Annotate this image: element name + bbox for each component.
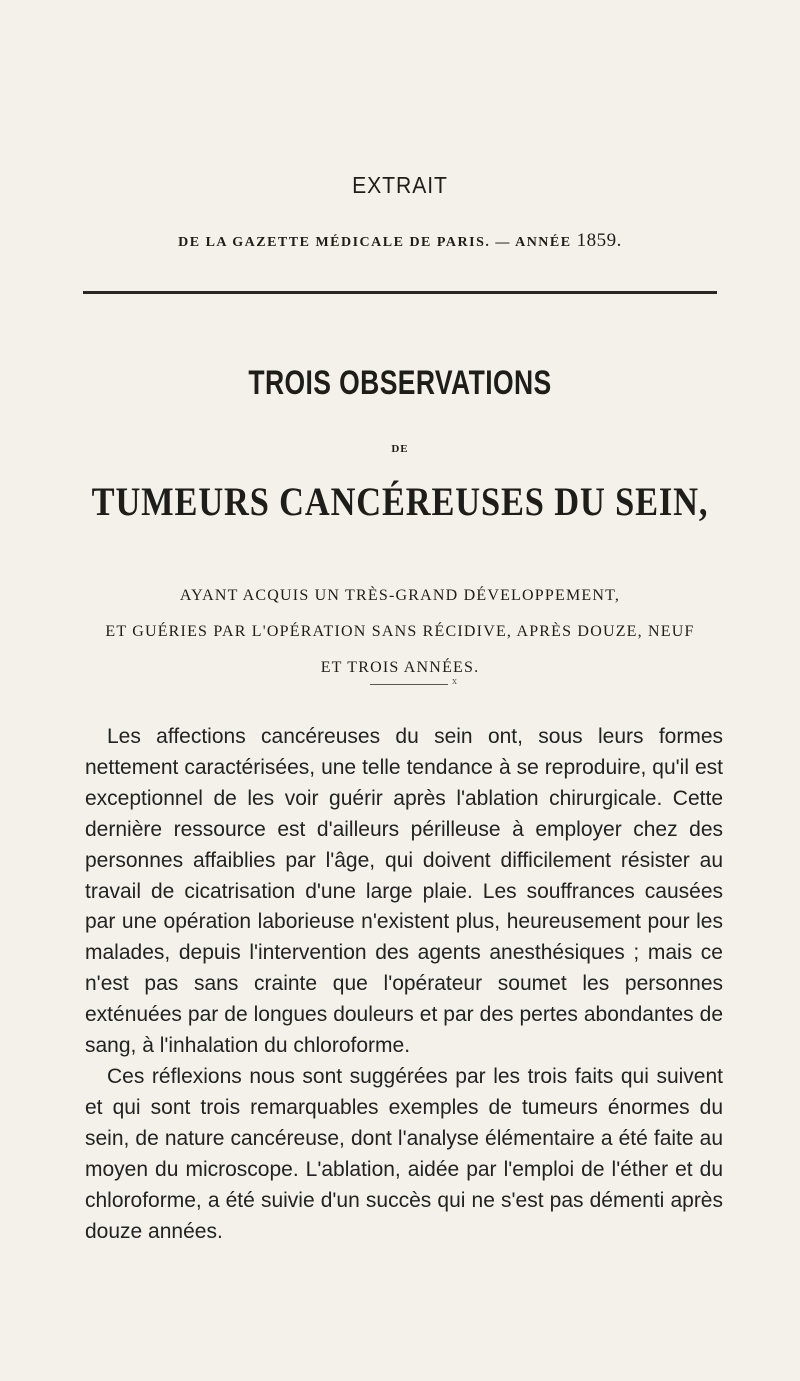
- separator-mark: x: [452, 676, 457, 687]
- header-rule: [83, 291, 717, 294]
- header-extrait: EXTRAIT: [352, 172, 448, 198]
- subtitle-line-3: ET TROIS ANNÉES.: [320, 659, 480, 676]
- title-sub: TUMEURS CANCÉREUSES DU SEIN,: [91, 479, 709, 524]
- subtitle: [0, 578, 800, 686]
- source-text: DE LA GAZETTE MÉDICALE DE PARIS. — ANNÉE: [178, 235, 572, 250]
- title-de: DE: [391, 443, 409, 455]
- body-text: [85, 722, 723, 1247]
- paragraph-2: Ces réflexions nous sont suggérées par les trois faits qui suivent et qui sont trois remarquables exemples de tumeurs énormes du sein, de nature cancéreuse, dont l'analyse élémentaire a été faite au moyen du microscope. L'ablation, aidée par l'emploi de l'éther et du chloroforme, a été suivie d'un succès qui ne s'est pas démenti après douze années.: [85, 1064, 723, 1243]
- section-separator: [370, 684, 448, 685]
- title-main: TROIS OBSERVATIONS: [248, 364, 552, 402]
- source-year: 1859.: [576, 230, 622, 251]
- paragraph-1: Les affections cancéreuses du sein ont, sous leurs formes nettement caractérisées, une telle tendance à se reproduire, qu'il est exceptionnel de les voir guérir après l'ablation chirurgicale. Cette dernière ressource est d'ailleurs périlleuse à employer chez des personnes affaiblies par l'âge, qui doivent difficilement résister au travail de cicatrisation d'une large plaie. Les souffrances causées par une opération laborieuse n'existent plus, heureusement pour les malades, depuis l'intervention des agents anesthésiques ; mais ce n'est pas sans crainte que l'opérateur soumet les personnes exténuées par de longues douleurs et par des pertes abondantes de sang, à l'inhalation du chloroforme.: [85, 725, 723, 1058]
- subtitle-line-1: AYANT ACQUIS UN TRÈS-GRAND DÉVELOPPEMENT,: [179, 587, 621, 604]
- subtitle-line-2: ET GUÉRIES PAR L'OPÉRATION SANS RÉCIDIVE, APRÈS DOUZE, NEUF: [105, 623, 695, 640]
- header-source: [0, 230, 800, 252]
